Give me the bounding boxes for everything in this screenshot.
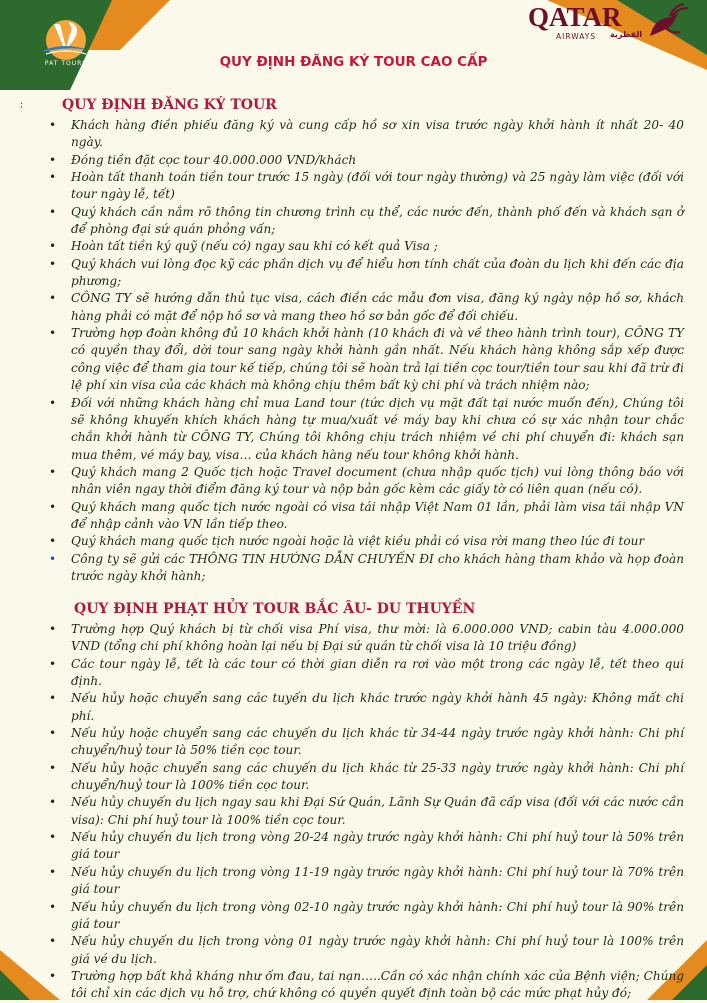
stray-mark: ; xyxy=(20,100,24,110)
qatar-brand-text: QATAR xyxy=(528,2,622,32)
arabic-brand-text: القطرية xyxy=(610,30,643,39)
registration-rules-list xyxy=(36,117,684,585)
list-item: • Quý khách cần nắm rõ thông tin chương trình cụ thể, các nước đến, thành phố đến và khách sạn ở để phòng đại sứ quán phỏng vấn; xyxy=(36,204,684,239)
list-item: • Trường hợp bất khả kháng như ốm đau, tai nạn…..Cần có xác nhận chính xác của Bệnh viện; Chúng tôi chỉ xin các dịch vụ hỗ trợ, chứ không có quyền quyết định toàn bộ các mức phạt hủy đó; xyxy=(36,968,684,1003)
cancellation-rules-list xyxy=(36,621,684,1003)
list-item: • Khách hàng điền phiếu đăng ký và cung cấp hồ sơ xin visa trước ngày khởi hành ít nhất 20- 40 ngày. xyxy=(36,117,684,152)
section-title-cancellation: QUY ĐỊNH PHẠT HỦY TOUR BẮC ÂU- DU THUYỀN xyxy=(74,601,476,617)
list-item: • Hoàn tất tiền ký quỹ (nếu có) ngay sau khi có kết quả Visa ; xyxy=(36,238,684,255)
list-item: • Nếu hủy chuyến du lịch trong vòng 20-24 ngày trước ngày khởi hành: Chi phí huỷ tour là 50% trên giá tour xyxy=(36,829,684,864)
list-item: • Quý khách mang quốc tịch nước ngoài hoặc là việt kiều phải có visa rời mang theo lúc đi tour xyxy=(36,533,684,550)
page-title: QUY ĐỊNH ĐĂNG KÝ TOUR CAO CẤP xyxy=(219,54,488,70)
list-item: • Trường hợp Quý khách bị từ chối visa Phí visa, thư mời: là 6.000.000 VND; cabin tàu 4.000.000 VND (tổng chi phí không hoàn lại nếu bị Đại sứ quán từ chối visa là 10 triệu đồng) xyxy=(36,621,684,656)
list-item: • Quý khách vui lòng đọc kỹ các phần dịch vụ để hiểu hơn tính chất của đoàn du lịch khi đến các địa phương; xyxy=(36,256,684,291)
qatar-airways-logo xyxy=(526,2,691,44)
section-title-registration: QUY ĐỊNH ĐĂNG KÝ TOUR xyxy=(62,97,277,113)
oryx-icon xyxy=(644,2,690,42)
list-item: • Đối với những khách hàng chỉ mua Land tour (tức dịch vụ mặt đất tại nước muốn đến), Chúng tôi sẽ không khuyến khích khách hàng tự mua/xuất vé máy bay khi chưa có sự xác nhận tour chắc chắn khởi hành từ CÔNG TY, Chúng tôi không chịu trách nhiệm về chi phí chuyển đi: khách sạn mua thêm, vé máy bay, visa… của khách hàng nếu tour không khởi hành. xyxy=(36,395,684,464)
list-item: • CÔNG TY sẽ hướng dẫn thủ tục visa, cách điền các mẫu đơn visa, đăng ký ngày nộp hồ sơ, khách hàng phải có mặt để nộp hồ sơ và mang theo hồ sơ bản gốc để đối chiếu. xyxy=(36,290,684,325)
list-item: • Hoàn tất thanh toán tiền tour trước 15 ngày (đối với tour ngày thường) và 25 ngày làm việc (đối với tour ngày lễ, tết) xyxy=(36,169,684,204)
list-item: • Công ty sẽ gửi các THÔNG TIN HƯỚNG DẪN CHUYẾN ĐI cho khách hàng tham khảo và họp đoàn trước ngày khởi hành; xyxy=(36,551,684,586)
list-item: • Quý khách mang 2 Quốc tịch hoặc Travel document (chưa nhập quốc tịch) vui lòng thông báo với nhân viên ngay thời điểm đăng ký tour và nộp bản gốc kèm các giấy tờ có liên quan (nếu có). xyxy=(36,464,684,499)
list-item: • Trường hợp đoàn không đủ 10 khách khởi hành (10 khách đi và về theo hành trình tour), CÔNG TY có quyền thay đổi, dời tour sang ngày khởi hành gần nhất. Nếu khách hàng không sắp xếp được công việc để tham gia tour kế tiếp, chúng tôi sẽ hoàn trả lại tiền cọc tour/tiền tour sau khi đã trừ đi lệ phí xin visa của các khách mà không chịu thêm bất kỳ chi phí và trách nhiệm nào; xyxy=(36,325,684,394)
list-item: • Nếu hủy hoặc chuyển sang các tuyến du lịch khác trước ngày khởi hành 45 ngày: Không mất chi phí. xyxy=(36,690,684,725)
list-item: • Nếu hủy chuyến du lịch trong vòng 01 ngày trước ngày khởi hành: Chi phí huỷ tour là 100% trên giá vé du lịch. xyxy=(36,933,684,968)
logo-tagline: PAT TOURS xyxy=(44,60,88,67)
list-item: • Nếu hủy hoặc chuyển sang các chuyến du lịch khác từ 34-44 ngày trước ngày khởi hành: Chi phí chuyển/huỷ tour là 50% tiền cọc tour. xyxy=(36,725,684,760)
list-item: • Quý khách mang quốc tịch nước ngoài có visa tái nhập Việt Nam 01 lần, phải làm visa tái nhập VN để nhập cảnh vào VN lần tiếp theo. xyxy=(36,499,684,534)
list-item: • Nếu hủy hoặc chuyển sang các chuyến du lịch khác từ 25-33 ngày trước ngày khởi hành: Chi phí chuyển/huỷ tour là 100% tiền cọc tour. xyxy=(36,760,684,795)
list-item: • Đóng tiền đặt cọc tour 40.000.000 VND/khách xyxy=(36,152,684,169)
list-item: • Các tour ngày lễ, tết là các tour có thời gian diễn ra rơi vào một trong các ngày lễ, tết theo qui định. xyxy=(36,656,684,691)
list-item: • Nếu hủy chuyến du lịch trong vòng 02-10 ngày trước ngày khởi hành: Chi phí huỷ tour là 90% trên giá tour xyxy=(36,899,684,934)
airways-text: AIRWAYS xyxy=(556,32,597,41)
list-item: • Nếu hủy chuyến du lịch trong vòng 11-19 ngày trước ngày khởi hành: Chi phí huỷ tour là 70% trên giá tour xyxy=(36,864,684,899)
list-item: • Nếu hủy chuyến du lịch ngay sau khi Đại Sứ Quán, Lãnh Sự Quán đã cấp visa (đối với các nước cần visa): Chi phí huỷ tour là 100% tiền cọc tour. xyxy=(36,794,684,829)
